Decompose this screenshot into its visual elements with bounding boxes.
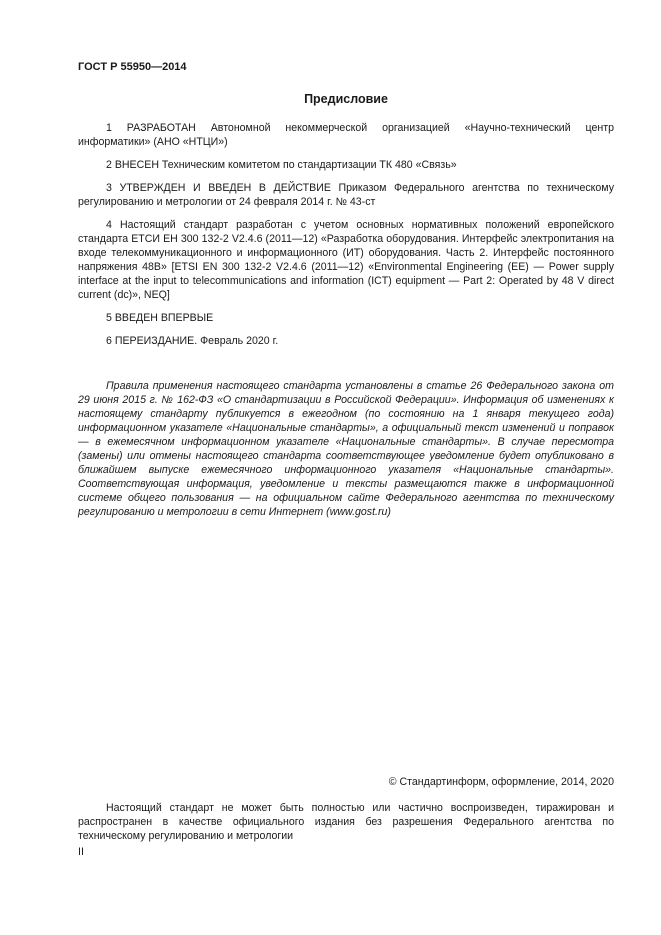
paragraph-approved: 3 УТВЕРЖДЕН И ВВЕДЕН В ДЕЙСТВИЕ Приказом Федерального агентства по техническому регулированию и метрологии от 24 февраля 2014 г. № 43-ст bbox=[78, 182, 614, 208]
paragraph-developed: 1 РАЗРАБОТАН Автономной некоммерческой организацией «Научно-технический центр информатики» (АНО «НТЦИ») bbox=[78, 122, 614, 148]
paragraph-introduced: 2 ВНЕСЕН Техническим комитетом по стандартизации ТК 480 «Связь» bbox=[106, 159, 457, 171]
page-number: II bbox=[78, 846, 84, 858]
copyright-line: © Стандартинформ, оформление, 2014, 2020 bbox=[388, 776, 614, 788]
document-code: ГОСТ Р 55950—2014 bbox=[78, 61, 187, 73]
paragraph-first-introduced: 5 ВВЕДЕН ВПЕРВЫЕ bbox=[106, 312, 214, 324]
paragraph-basis: 4 Настоящий стандарт разработан с учетом основных нормативных положений европейского стандарта ЕТСИ ЕН 300 132-2 V2.4.6 (2011—12) «Разработка оборудования. Интерфейс электропитания на входе телекоммуникационного и информационного (ИТ) оборудования. Часть 2. Интерфейс постоянного напряжения 48В» [ETSI EN 300 132-2 V2.4.6 (2011—12) «Environmental Engineering (EE) — Power supply interface at the input to telecommunications and information (ICT) equipment — Part 2: Operated by 48 V direct current (dc)», NEQ] bbox=[78, 219, 614, 301]
section-title: Предисловие bbox=[304, 92, 388, 106]
paragraph-reissue: 6 ПЕРЕИЗДАНИЕ. Февраль 2020 г. bbox=[106, 335, 279, 347]
foreword-body bbox=[78, 121, 614, 357]
application-rules-notice: Правила применения настоящего стандарта установлены в статье 26 Федерального закона от 29 июня 2015 г. № 162-ФЗ «О стандартизации в Российской Федерации». Информация об изменениях к настоящему стандарту публикуется в ежегодном (по состоянию на 1 января текущего года) информационном указателе «Национальные стандарты», а официальный текст изменений и поправок — в ежемесячном информационном указателе «Национальные стандарты». В случае пересмотра (замены) или отмены настоящего стандарта соответствующее уведомление будет опубликовано в ближайшем выпуске ежемесячного информационного указателя «Национальные стандарты». Соответствующая информация, уведомление и тексты размещаются также в информационной системе общего пользования — на официальном сайте Федерального агентства по техническому регулированию и метрологии в сети Интернет (www.gost.ru) bbox=[78, 380, 614, 518]
rights-statement: Настоящий стандарт не может быть полностью или частично воспроизведен, тиражирован и распространен в качестве официального издания без разрешения Федерального агентства по техническому регулированию и метрологии bbox=[78, 802, 614, 842]
